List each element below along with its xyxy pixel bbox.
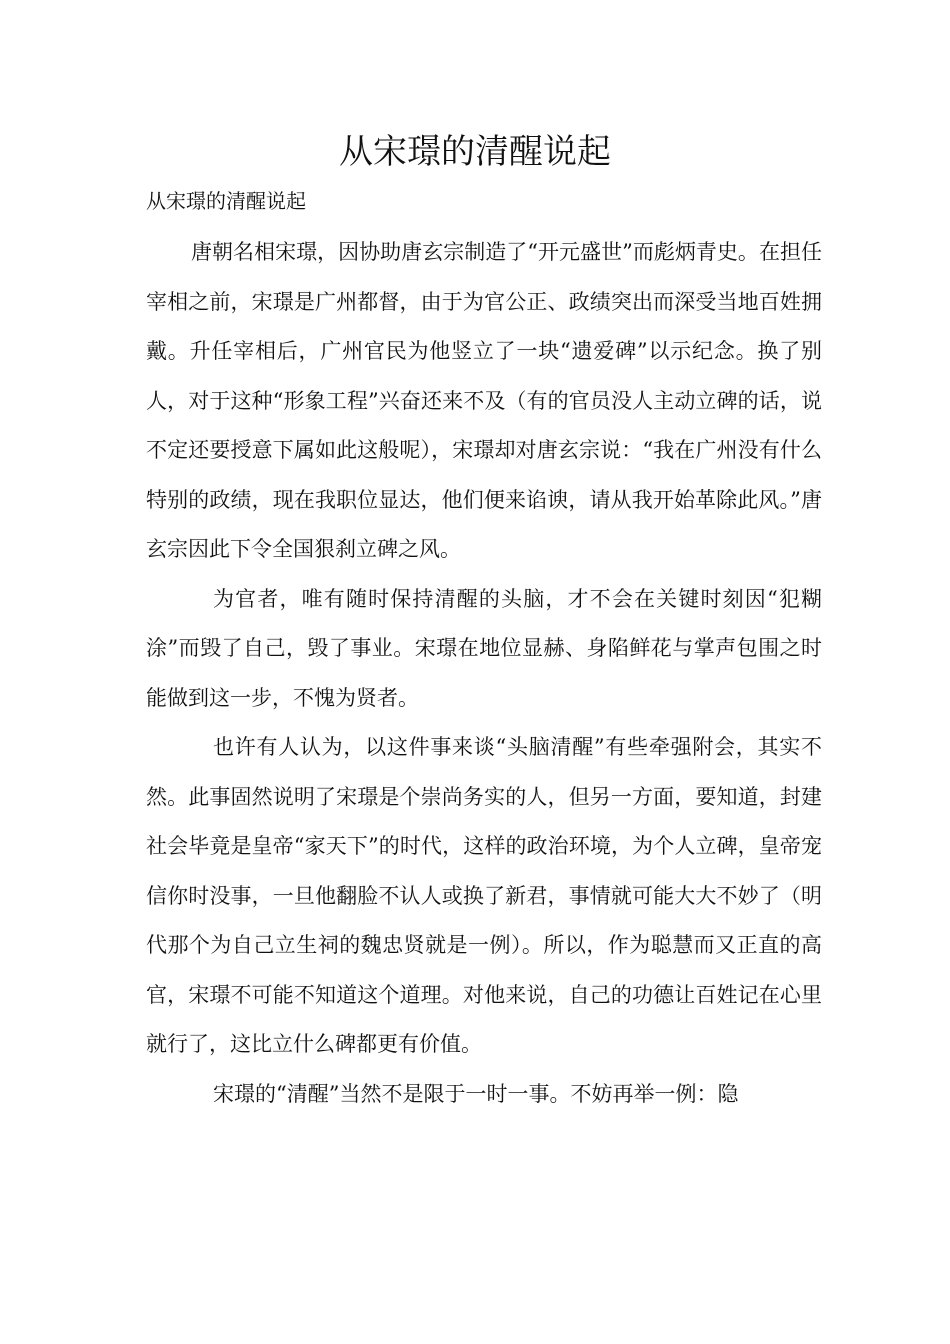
paragraph: 唐朝名相宋璟，因协助唐玄宗制造了“开元盛世”而彪炳青史。在担任宰相之前，宋璟是广州都督，由于为官公正、政绩突出而深受当地百姓拥戴。升任宰相后，广州官民为他竖立了一块“遗爱碑”以示纪念。换了别人，对于这种“形象工程”兴奋还来不及（有的官员没人主动立碑的话，说不定还要授意下属如此这般呢），宋璟却对唐玄宗说：“我在广州没有什么特别的政绩，现在我职位显达，他们便来谄谀，请从我开始革除此风。”唐玄宗因此下令全国狠刹立碑之风。 (146, 240, 822, 561)
paragraph: 也许有人认为，以这件事来谈“头脑清醒”有些牵强附会，其实不然。此事固然说明了宋璟是个崇尚务实的人，但另一方面，要知道，封建社会毕竟是皇帝“家天下”的时代，这样的政治环境，为个人立碑，皇帝宠信你时没事，一旦他翻脸不认人或换了新君，事情就可能大大不妙了（明代那个为自己立生祠的魏忠贤就是一例）。所以，作为聪慧而又正直的高官，宋璟不可能不知道这个道理。对他来说，自己的功德让百姓记在心里就行了，这比立什么碑都更有价值。 (146, 735, 822, 1056)
document-subtitle: 从宋璟的清醒说起 (146, 189, 306, 213)
paragraph: 宋璟的“清醒”当然不是限于一时一事。不妨再举一例：隐 (213, 1081, 739, 1106)
paragraph: 为官者，唯有随时保持清醒的头脑，才不会在关键时刻因“犯糊涂”而毁了自己，毁了事业。宋璟在地位显赫、身陷鲜花与掌声包围之时能做到这一步，不愧为贤者。 (146, 586, 822, 710)
document-title: 从宋璟的清醒说起 (339, 132, 611, 172)
document-body (146, 228, 822, 1119)
